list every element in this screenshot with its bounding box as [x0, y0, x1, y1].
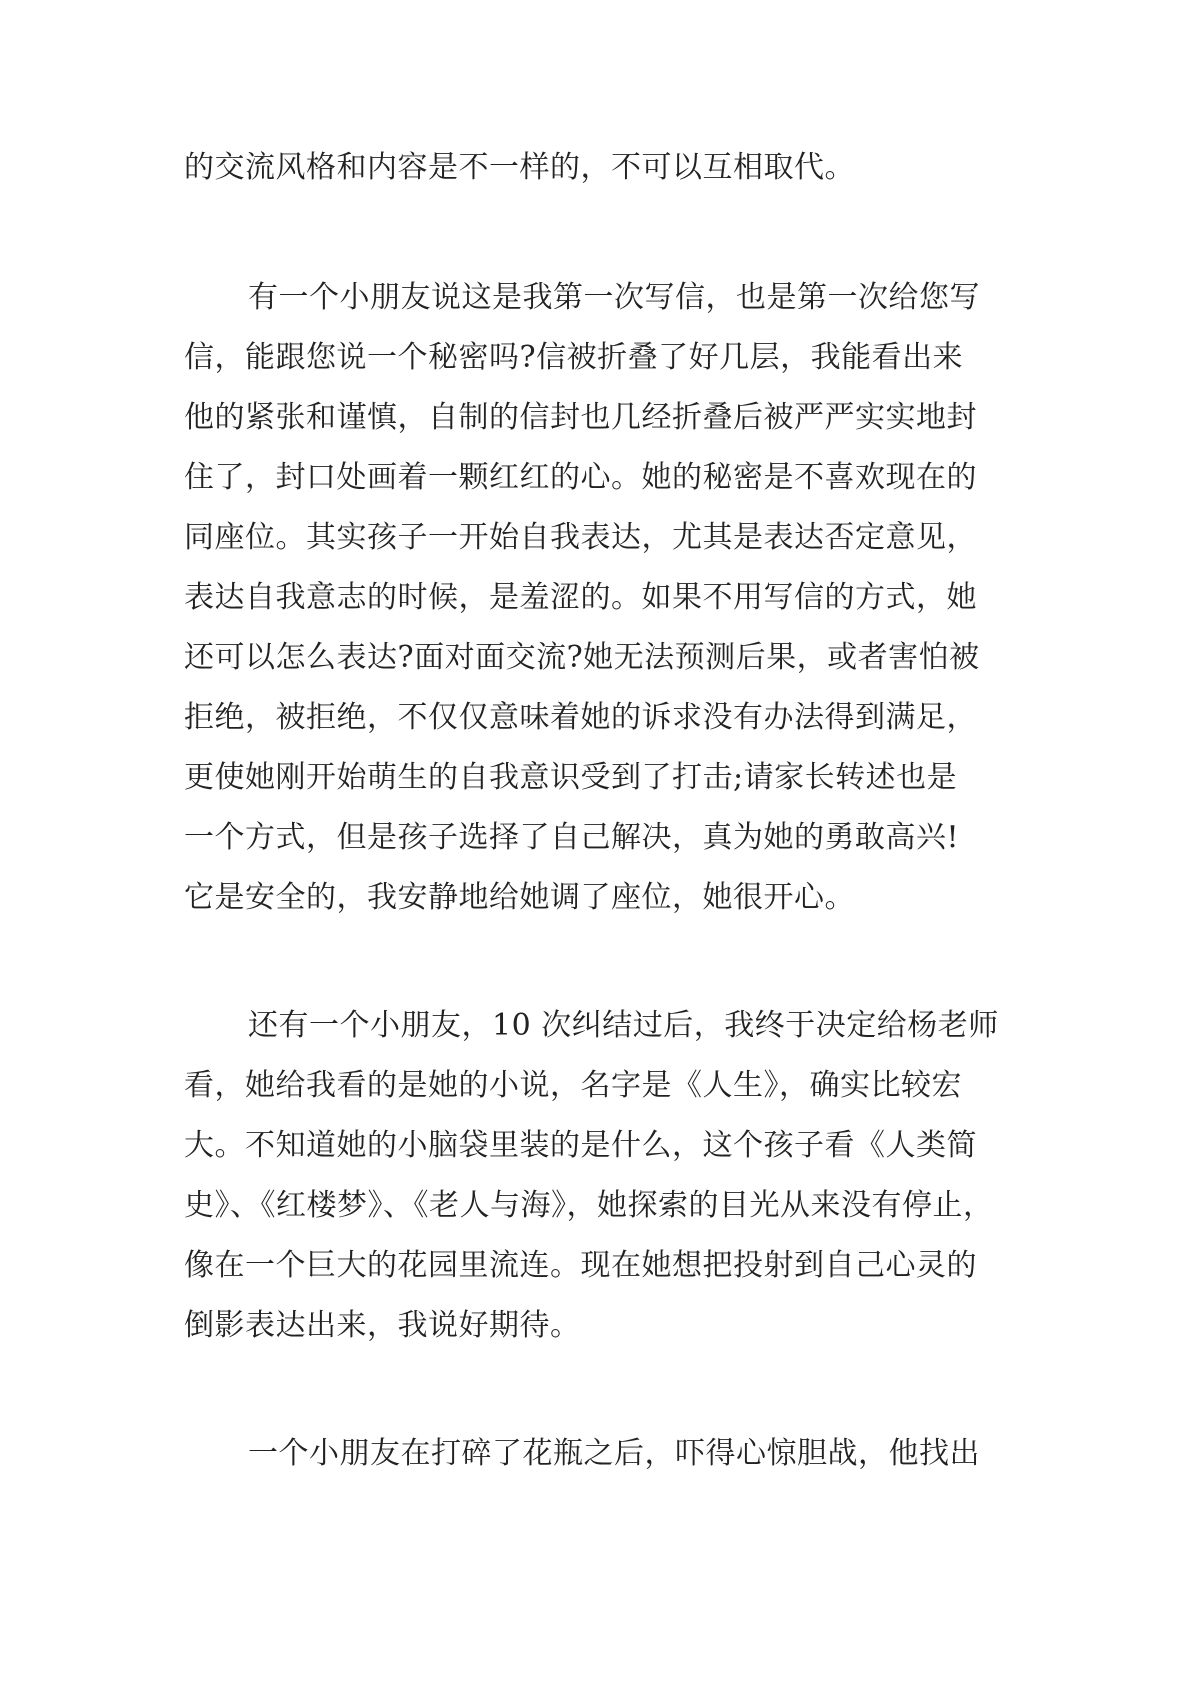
paragraph-2-line-5: 同座位。其实孩子一开始自我表达，尤其是表达否定意见， — [184, 520, 977, 555]
paragraph-2-line-9: 更使她刚开始萌生的自我意识受到了打击;请家长转述也是 — [184, 760, 958, 795]
paragraph-2-line-8: 拒绝，被拒绝，不仅仅意味着她的诉求没有办法得到满足， — [184, 700, 977, 735]
paragraph-4-line-1: 一个小朋友在打碎了花瓶之后，吓得心惊胆战，他找出 — [248, 1436, 980, 1471]
paragraph-2-line-10: 一个方式，但是孩子选择了自己解决，真为她的勇敢高兴! — [184, 820, 960, 855]
paragraph-3-line-6: 倒影表达出来，我说好期待。 — [184, 1308, 581, 1343]
paragraph-2-line-2: 信，能跟您说一个秘密吗?信被折叠了好几层，我能看出来 — [184, 340, 964, 375]
paragraph-2-line-4: 住了，封口处画着一颗红红的心。她的秘密是不喜欢现在的 — [184, 460, 977, 495]
paragraph-2-line-3: 他的紧张和谨慎，自制的信封也几经折叠后被严严实实地封 — [184, 400, 977, 435]
paragraph-3-line-1: 还有一个小朋友，10 次纠结过后，我终于决定给杨老师 — [248, 1008, 999, 1043]
paragraph-2-line-7: 还可以怎么表达?面对面交流?她无法预测后果，或者害怕被 — [184, 640, 980, 675]
paragraph-3-line-5: 像在一个巨大的花园里流连。现在她想把投射到自己心灵的 — [184, 1248, 977, 1283]
paragraph-2-line-1: 有一个小朋友说这是我第一次写信，也是第一次给您写 — [248, 280, 980, 315]
paragraph-2-line-11: 它是安全的，我安静地给她调了座位，她很开心。 — [184, 880, 855, 915]
paragraph-3-line-2: 看，她给我看的是她的小说，名字是《人生》，确实比较宏 — [184, 1068, 962, 1103]
paragraph-2-line-6: 表达自我意志的时候，是羞涩的。如果不用写信的方式，她 — [184, 580, 977, 615]
paragraph-1-line-1: 的交流风格和内容是不一样的，不可以互相取代。 — [184, 150, 855, 185]
paragraph-3-line-3: 大。不知道她的小脑袋里装的是什么，这个孩子看《人类简 — [184, 1128, 977, 1163]
paragraph-3-line-4: 史》、《红楼梦》、《老人与海》，她探索的目光从来没有停止， — [184, 1188, 994, 1223]
